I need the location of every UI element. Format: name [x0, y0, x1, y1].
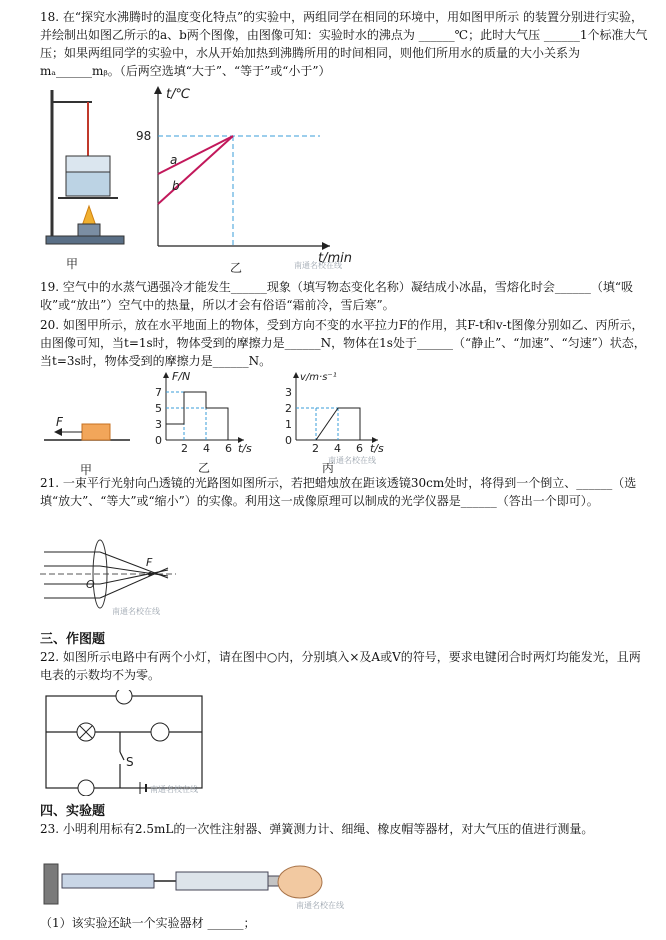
- q22-switch-label: S: [126, 755, 134, 769]
- q21-focus-label: F: [146, 556, 153, 569]
- watermark-3: 南通名校在线: [112, 607, 160, 616]
- watermark: 南通名校在线: [294, 261, 342, 270]
- q23-apparatus-figure: [0, 852, 666, 910]
- q18-fig-jia: 甲: [66, 257, 79, 271]
- q20-v-tick-1: 1: [285, 418, 292, 431]
- q20-v-t-tick-4: 4: [334, 442, 341, 455]
- lamp-bottom-left: [78, 780, 94, 796]
- q20-F-axis: F/N: [172, 370, 191, 383]
- q22-circuit-figure: [0, 690, 666, 796]
- q20-F-t-axis: t/s: [238, 442, 252, 455]
- q18-line-a-label: a: [170, 153, 178, 167]
- q23-text: 23. 小明利用标有2.5mL的一次性注射器、弹簧测力计、细绳、橡皮帽等器材，对大气压的值进行测量。: [40, 822, 594, 836]
- q18-text: 18. 在“探究水沸腾时的温度变化特点”的实验中，两组同学在相同的环境中，用如图甲所示 的装置分别进行实验，并绘制出如图乙所示的a、b两个图像，由图像可知：实验时水的沸点为 ______℃；此时大气压 ______1个标准大气压；如果两组同学的实验中，水从开始加热到沸腾所用的时间相同，则他们所用水的质量的大小关系为mₐ______mᵦ。（后两空选填“大于”、“等于”或“小于”）: [40, 10, 648, 78]
- syringe: [176, 872, 268, 890]
- q21-center-label: O: [86, 578, 95, 591]
- q20-F-t-tick-6: 6: [225, 442, 232, 455]
- q20-v-axis: v/m·s⁻¹: [300, 372, 337, 383]
- q18-y-axis-label: t/℃: [166, 87, 191, 102]
- q20-F-origin: 0: [155, 434, 162, 447]
- q20-v-origin: 0: [285, 434, 292, 447]
- q21-lens-figure: [0, 538, 666, 618]
- line-b: [158, 136, 233, 204]
- q20-F-tick-5: 5: [155, 402, 162, 415]
- q18-x-axis-label: t/min: [318, 251, 352, 266]
- q20-F-tick-7: 7: [155, 386, 162, 399]
- watermark-5: 南通名校在线: [296, 901, 344, 910]
- meter-circle-top[interactable]: [116, 690, 132, 704]
- q20-v-t-axis: t/s: [370, 442, 384, 455]
- section-3-title: 三、作图题: [40, 632, 106, 647]
- q18-temperature-graph: [154, 86, 330, 250]
- q21-text: 21. 一束平行光射向凸透镜的光路图如图所示，若把蜡烛放在距该透镜30cm处时，将得到一个倒立、______（选填“放大”、“等大”或“缩小”）的实像。利用这一成像原理可以制成的光学仪器是______（答出一个即可）。: [40, 476, 637, 508]
- q23-subquestion-1: （1）该实验还缺一个实验器材 ______；: [40, 916, 256, 930]
- heating-apparatus: [46, 90, 124, 244]
- q20-figure: [0, 368, 666, 480]
- q20-force-label: F: [56, 415, 63, 429]
- watermark-4: 南通名校在线: [150, 785, 198, 794]
- watermark-2: 南通名校在线: [328, 456, 376, 465]
- q20-F-t-tick-4: 4: [203, 442, 210, 455]
- q18-figure: [0, 76, 666, 276]
- q20-v-tick-2: 2: [285, 402, 292, 415]
- section-4-title: 四、实验题: [40, 804, 106, 819]
- q20-v-tick-3: 3: [285, 386, 292, 399]
- q19-text: 19. 空气中的水蒸气遇强冷才能发生______现象（填写物态变化名称）凝结成小冰晶，雪熔化时会______（填“吸收”或“放出”）空气中的热量，所以才会有俗语“霜前冷，雪后寒”。: [40, 280, 634, 312]
- q20-v-t-tick-6: 6: [356, 442, 363, 455]
- meter-circle-right[interactable]: [151, 723, 169, 741]
- spring-scale: [62, 874, 154, 888]
- q18-fig-yi: 乙: [230, 261, 243, 275]
- q20-F-tick-3: 3: [155, 418, 162, 431]
- q18-boil-tick: 98: [136, 129, 152, 143]
- q20-fig-bing: 丙: [322, 461, 335, 475]
- q20-fig-yi: 乙: [198, 461, 211, 475]
- q20-v-t-tick-2: 2: [312, 442, 319, 455]
- q22-text: 22. 如图所示电路中有两个小灯，请在图中○内，分别填入×及A或V的符号，要求电键闭合时两灯均能发光，且两电表的示数均不为零。: [40, 650, 641, 682]
- q20-text: 20. 如图甲所示，放在水平地面上的物体，受到方向不变的水平拉力F的作用，其F-t和v-t图像分别如乙、丙所示，由图像可知，当t=1s时，物体受到的摩擦力是______N，物体在1s处于______（“静止”、“加速”、“匀速”）状态，当t=3s时，物体受到的摩擦力是______N。: [40, 318, 646, 368]
- q20-fig-jia: 甲: [80, 463, 93, 477]
- q18-line-b-label: b: [172, 179, 180, 193]
- q20-F-t-tick-2: 2: [181, 442, 188, 455]
